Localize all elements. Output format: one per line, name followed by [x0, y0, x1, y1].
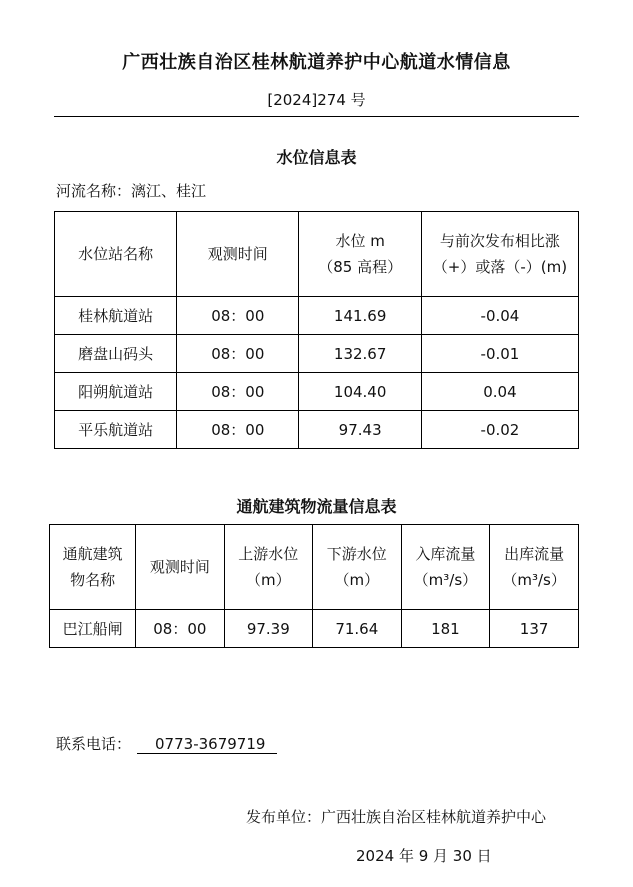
level-change-value: 0.04: [421, 373, 578, 411]
water-level-value: 104.40: [299, 373, 421, 411]
level-change-value: -0.01: [421, 335, 578, 373]
station-name: 平乐航道站: [55, 411, 177, 449]
level-change-value: -0.02: [421, 411, 578, 449]
observation-time: 08：00: [177, 297, 299, 335]
column-header-upstream-line2: （m）: [245, 571, 291, 589]
column-header-change-line1: 与前次发布相比涨: [439, 232, 560, 250]
column-header-upstream-level: [224, 525, 313, 610]
column-header-time: 观测时间: [177, 212, 299, 297]
station-name: 阳朔航道站: [55, 373, 177, 411]
document-number: [2024]274 号: [267, 91, 366, 109]
document-title: 广西壮族自治区桂林航道养护中心航道水情信息: [122, 52, 511, 73]
column-header-downstream-line2: （m）: [334, 571, 380, 589]
column-header-upstream-line1: 上游水位: [238, 545, 299, 563]
water-level-section-title: 水位信息表: [276, 148, 357, 167]
column-header-structure-name: [50, 525, 136, 610]
table-header-row: [55, 212, 579, 297]
river-name-label: 河流名称：漓江、桂江: [56, 182, 207, 200]
column-header-outflow-line2: （m³/s）: [502, 571, 566, 589]
table-row: [55, 335, 579, 373]
flow-section-title: 通航建筑物流量信息表: [236, 497, 397, 516]
column-header-downstream-line1: 下游水位: [326, 545, 387, 563]
downstream-level-value: 71.64: [313, 610, 402, 648]
water-level-value: 141.69: [299, 297, 421, 335]
flow-table: [49, 524, 579, 648]
column-header-downstream-level: [313, 525, 402, 610]
observation-time: 08：00: [136, 610, 224, 648]
column-header-level: [299, 212, 421, 297]
column-header-outflow-line1: 出库流量: [504, 545, 565, 563]
station-name: 桂林航道站: [55, 297, 177, 335]
contact-line: [56, 733, 277, 754]
table-row: [55, 297, 579, 335]
table-row: [55, 411, 579, 449]
water-level-table: [54, 211, 579, 449]
table-row: [50, 610, 579, 648]
publish-date: 2024 年 9 月 30 日: [356, 847, 492, 865]
publisher-line: 发布单位：广西壮族自治区桂林航道养护中心: [246, 808, 547, 826]
contact-label: 联系电话：: [56, 735, 132, 753]
water-level-value: 97.43: [299, 411, 421, 449]
water-level-value: 132.67: [299, 335, 421, 373]
column-header-structure-name-line2: 物名称: [70, 571, 116, 589]
observation-time: 08：00: [177, 373, 299, 411]
column-header-structure-name-line1: 通航建筑: [62, 545, 123, 563]
contact-phone: 0773-3679719: [137, 735, 277, 754]
column-header-time: 观测时间: [136, 525, 224, 610]
level-change-value: -0.04: [421, 297, 578, 335]
column-header-level-line1: 水位 m: [335, 232, 385, 250]
column-header-inflow: [401, 525, 490, 610]
upstream-level-value: 97.39: [224, 610, 313, 648]
observation-time: 08：00: [177, 411, 299, 449]
column-header-level-line2: （85 高程）: [318, 258, 403, 276]
station-name: 磨盘山码头: [55, 335, 177, 373]
table-row: [55, 373, 579, 411]
structure-name: 巴江船闸: [50, 610, 136, 648]
column-header-inflow-line2: （m³/s）: [413, 571, 478, 589]
column-header-outflow: [490, 525, 579, 610]
column-header-inflow-line1: 入库流量: [415, 545, 476, 563]
table-header-row: [50, 525, 579, 610]
header-divider: [54, 116, 579, 117]
column-header-station: 水位站名称: [55, 212, 177, 297]
column-header-change-line2: （+）或落（-）(m): [432, 258, 568, 276]
inflow-value: 181: [401, 610, 490, 648]
column-header-change: [421, 212, 578, 297]
outflow-value: 137: [490, 610, 579, 648]
observation-time: 08：00: [177, 335, 299, 373]
